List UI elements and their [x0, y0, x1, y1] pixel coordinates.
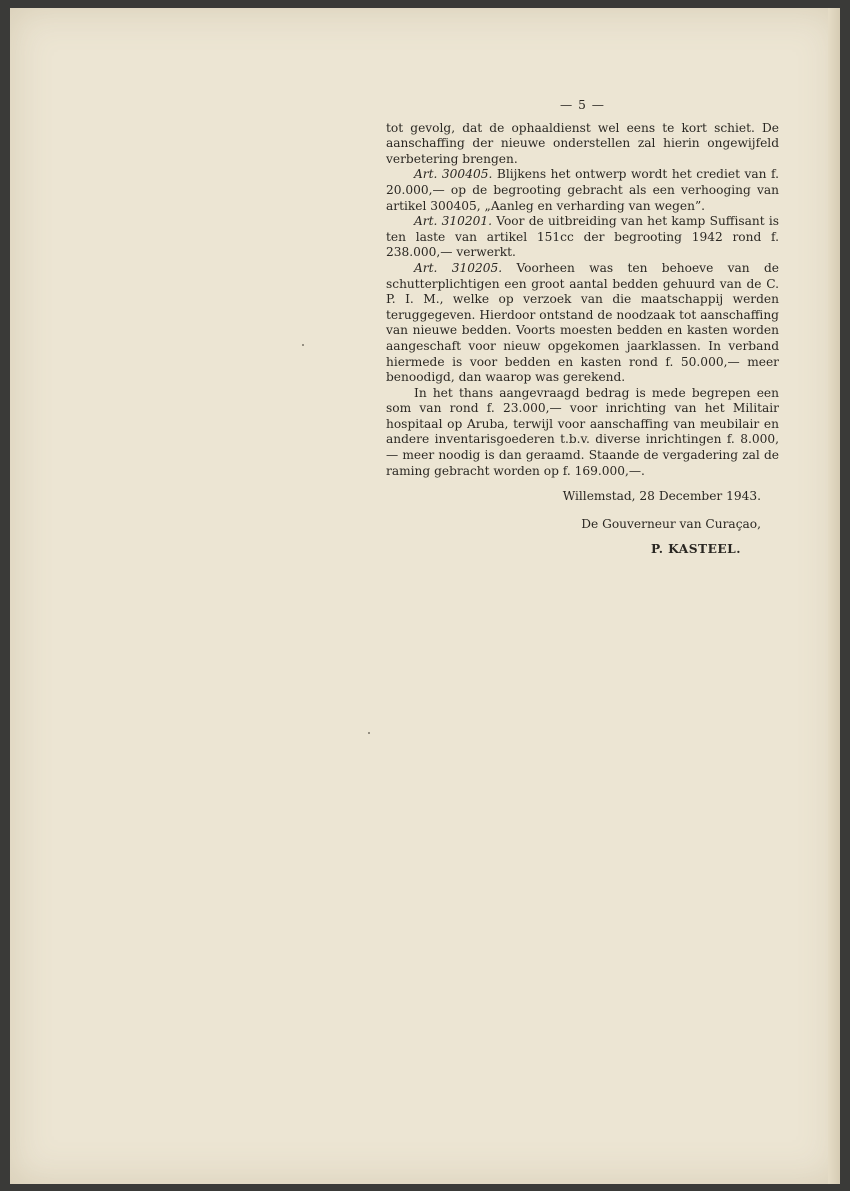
article-number: Art. 310205. — [414, 260, 503, 275]
signature-name: P. KASTEEL. — [651, 542, 741, 557]
paper-speck — [368, 732, 370, 734]
paragraph-text: Blijkens het ontwerp wordt het crediet van f. 20.000,— op de begrooting gebracht als een verhooging van artikel 300405, „Aanleg en verharding van wegen”. — [386, 167, 779, 213]
paragraph-text: Voorheen was ten behoeve van de schutterplichtigen een groot aantal bedden gehuurd van de C. P. I. M., welke op verzoek van die maatschappij werden teruggegeven. Hierdoor ontstand de noodzaak tot aanschaffing van nieuwe bedden. Voorts moesten bedden en kasten worden aangeschaft voor nieuw opgekomen jaarklassen. In verband hiermede is voor bedden en kasten rond f. 50.000,— meer benoodigd, dan waarop was gerekend. — [386, 260, 779, 385]
page-edge — [828, 8, 840, 1184]
article-number: Art. 310201. — [414, 214, 493, 229]
paper-speck — [302, 344, 304, 346]
paragraph-art-310205 — [386, 261, 779, 386]
paragraph-art-300405 — [386, 167, 779, 214]
article-number: Art. 300405. — [414, 167, 493, 182]
paragraph-continuation — [386, 121, 779, 168]
page-number: — 5 — — [560, 98, 605, 112]
text-column — [386, 98, 779, 558]
paragraph-requested-amount — [386, 386, 779, 480]
paragraph-art-310201 — [386, 214, 779, 261]
place-date: Willemstad, 28 December 1943. — [562, 489, 761, 504]
paragraph-text: tot gevolg, dat de ophaaldienst wel eens te kort schiet. De aanschaffing der nieuwe onderstellen zal hierin ongewijfeld verbetering brengen. — [386, 120, 779, 166]
governor-title: De Gouverneur van Curaçao, — [581, 516, 761, 531]
document-page — [10, 8, 840, 1184]
paragraph-text: In het thans aangevraagd bedrag is mede begrepen een som van rond f. 23.000,— voor inrichting van het Militair hospitaal op Aruba, terwijl voor aanschaffing van meubilair en andere inventarisgoederen t.b.v. diverse inrichtingen f. 8.000,— meer noodig is dan geraamd. Staande de vergadering zal de raming gebracht worden op f. 169.000,—. — [386, 385, 779, 478]
paragraph-text: Voor de uitbreiding van het kamp Suffisant is ten laste van artikel 151cc der begrooting 1942 rond f. 238.000,— verwerkt. — [386, 214, 780, 260]
